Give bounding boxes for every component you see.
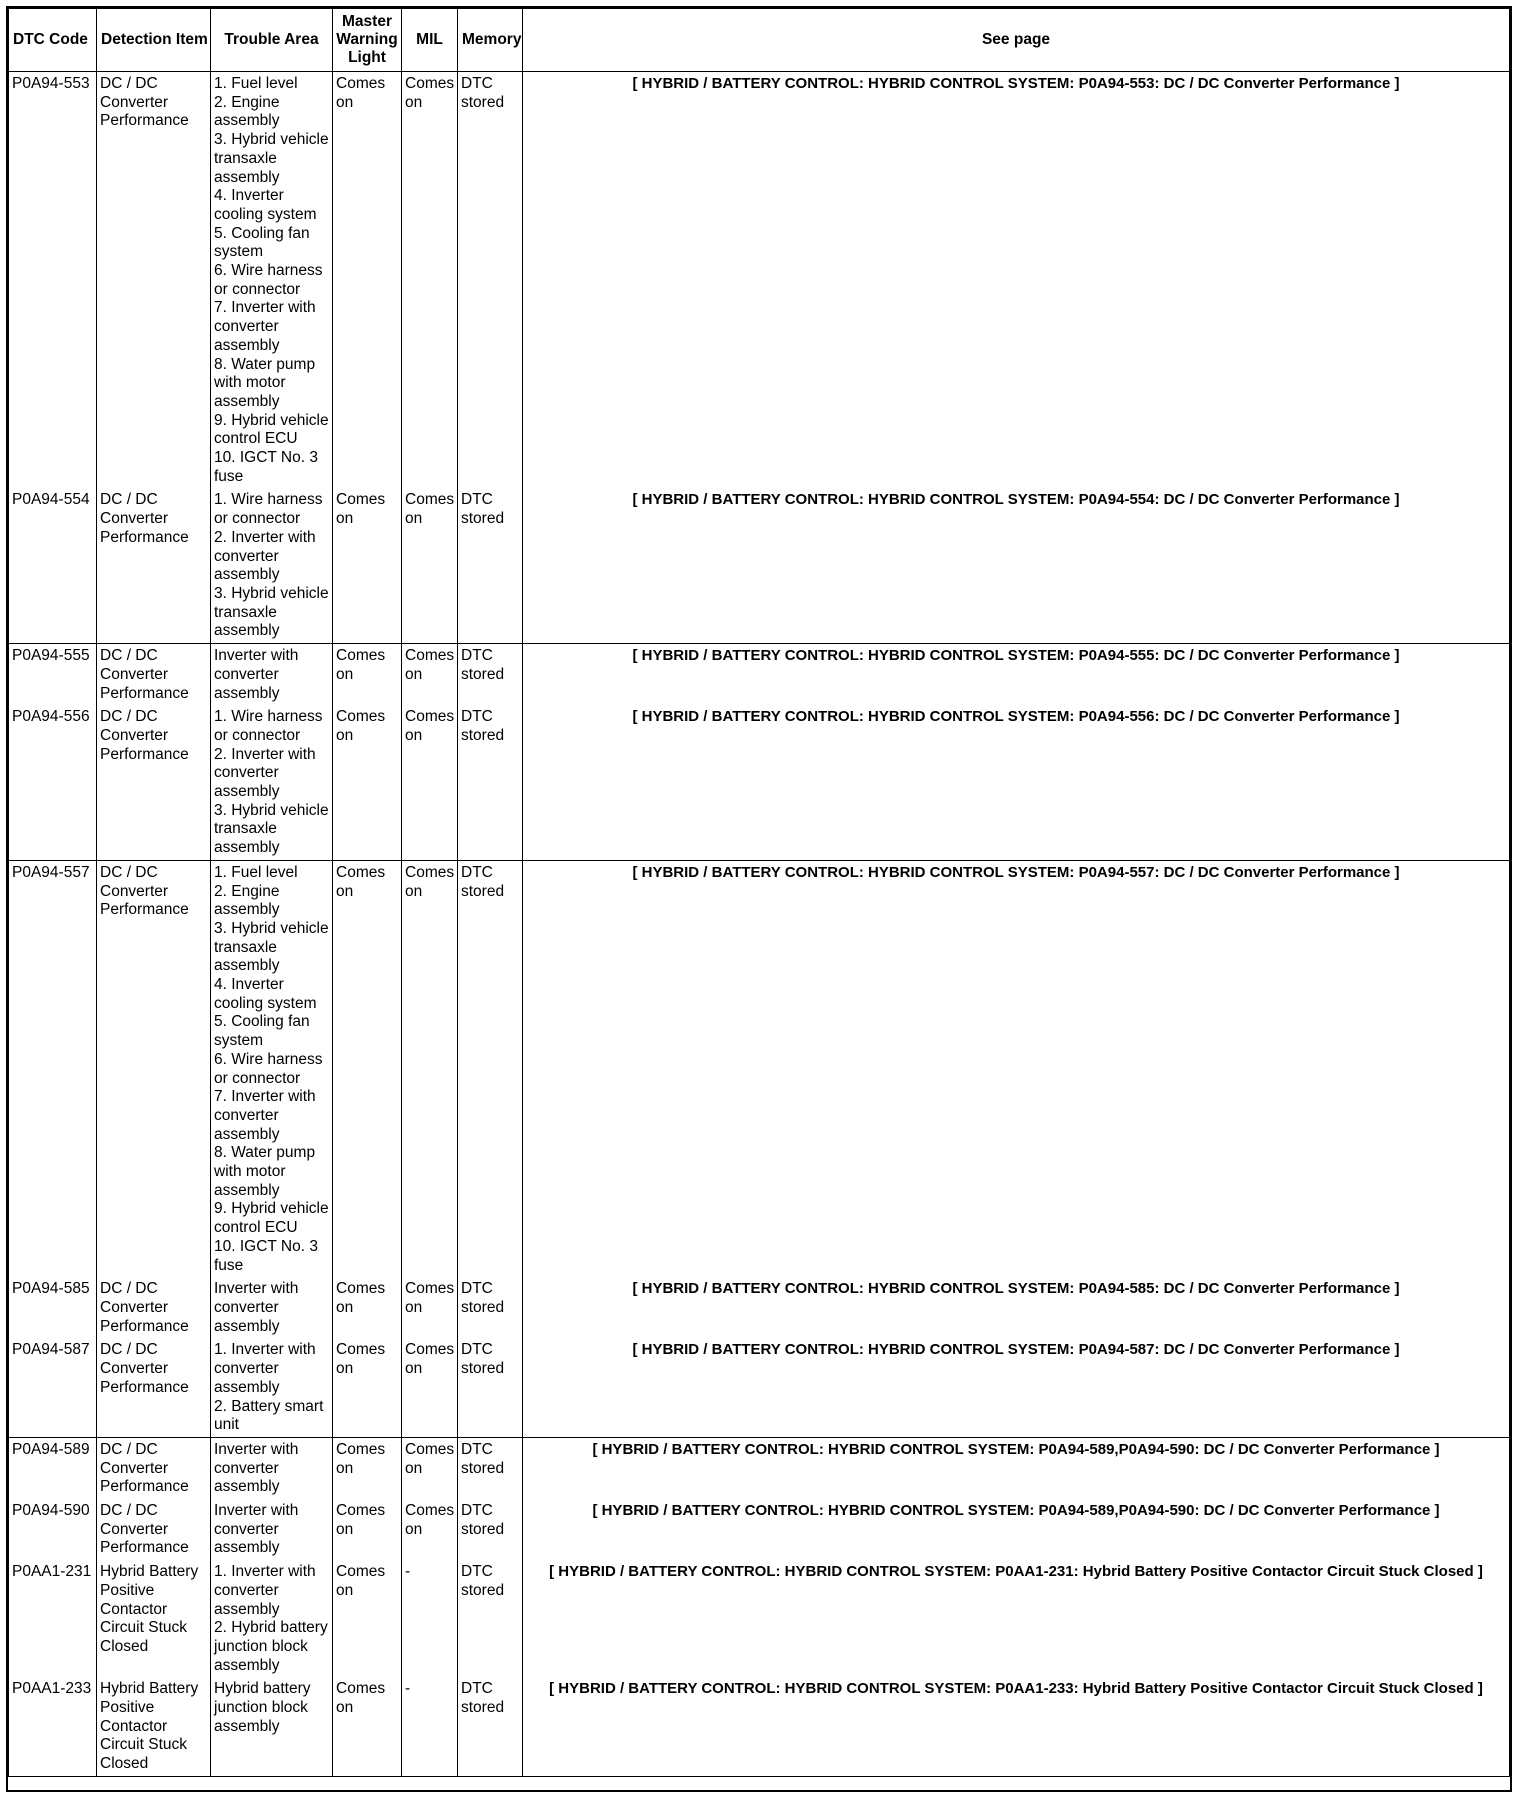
table-body: [9, 72, 1510, 1777]
see-page-link[interactable]: [ HYBRID / BATTERY CONTROL: HYBRID CONTROL SYSTEM: P0A94-555: DC / DC Converter Performance ]: [523, 644, 1510, 706]
table-row: [9, 1338, 1510, 1437]
trouble-area-item: 10. IGCT No. 3 fuse: [214, 449, 318, 485]
cell-memory: DTC stored: [458, 1560, 523, 1677]
trouble-area-item: Inverter with converter assembly: [214, 647, 299, 702]
trouble-area-item: Inverter with converter assembly: [214, 1502, 299, 1557]
trouble-area-item: Hybrid battery junction block assembly: [214, 1680, 311, 1735]
trouble-area-item: 5. Cooling fan system: [214, 224, 310, 261]
trouble-area-item: 9. Hybrid vehicle control ECU: [214, 1200, 329, 1237]
cell-trouble-area: [211, 1437, 333, 1499]
cell-memory: DTC stored: [458, 488, 523, 643]
table-row: [9, 1277, 1510, 1338]
see-page-link[interactable]: [ HYBRID / BATTERY CONTROL: HYBRID CONTROL SYSTEM: P0A94-554: DC / DC Converter Performance ]: [523, 488, 1510, 643]
table-row: [9, 1437, 1510, 1499]
cell-memory: DTC stored: [458, 1499, 523, 1560]
table-row: [9, 1560, 1510, 1677]
cell-dtc-code: P0A94-585: [9, 1277, 97, 1338]
cell-mil: Comes on: [402, 1437, 458, 1499]
cell-dtc-code: P0A94-587: [9, 1338, 97, 1437]
cell-memory: DTC stored: [458, 72, 523, 489]
cell-mil: Comes on: [402, 644, 458, 706]
trouble-area-item: 2. Engine assembly: [214, 93, 280, 130]
trouble-area-item: 2. Battery smart unit: [214, 1397, 324, 1434]
cell-dtc-code: P0A94-553: [9, 72, 97, 489]
trouble-area-item: 4. Inverter cooling system: [214, 187, 317, 223]
see-page-link[interactable]: [ HYBRID / BATTERY CONTROL: HYBRID CONTROL SYSTEM: P0AA1-233: Hybrid Battery Positive Contactor Circuit Stuck Closed ]: [523, 1677, 1510, 1776]
dtc-table: [8, 8, 1510, 1777]
trouble-area-item: 1. Fuel level: [214, 863, 298, 881]
cell-dtc-code: P0AA1-231: [9, 1560, 97, 1677]
table-row: [9, 1677, 1510, 1776]
cell-master-warning-light: Comes on: [333, 1677, 402, 1776]
cell-trouble-area: [211, 488, 333, 643]
cell-detection-item: Hybrid Battery Positive Contactor Circuit Stuck Closed: [97, 1677, 211, 1776]
cell-detection-item: DC / DC Converter Performance: [97, 1499, 211, 1560]
trouble-area-item: 2. Inverter with converter assembly: [214, 745, 316, 801]
trouble-area-item: 6. Wire harness or connector: [214, 1050, 323, 1087]
table-row: [9, 72, 1510, 489]
trouble-area-item: Inverter with converter assembly: [214, 1440, 299, 1496]
cell-master-warning-light: Comes on: [333, 644, 402, 706]
trouble-area-item: 7. Inverter with converter assembly: [214, 299, 316, 354]
see-page-link[interactable]: [ HYBRID / BATTERY CONTROL: HYBRID CONTROL SYSTEM: P0A94-589,P0A94-590: DC / DC Converter Performance ]: [523, 1437, 1510, 1499]
header-see-page: See page: [523, 9, 1510, 72]
trouble-area-item: 8. Water pump with motor assembly: [214, 355, 316, 410]
cell-master-warning-light: Comes on: [333, 1499, 402, 1560]
dtc-table-document: [6, 6, 1512, 1792]
see-page-link[interactable]: [ HYBRID / BATTERY CONTROL: HYBRID CONTROL SYSTEM: P0A94-589,P0A94-590: DC / DC Converter Performance ]: [523, 1499, 1510, 1560]
trouble-area-item: 4. Inverter cooling system: [214, 976, 317, 1012]
cell-master-warning-light: Comes on: [333, 1338, 402, 1437]
trouble-area-item: Inverter with converter assembly: [214, 1280, 299, 1335]
cell-trouble-area: [211, 1338, 333, 1437]
table-row: [9, 488, 1510, 643]
table-row: [9, 860, 1510, 1277]
trouble-area-item: 1. Fuel level: [214, 75, 298, 92]
table-row: [9, 644, 1510, 706]
header-trouble-area: Trouble Area: [211, 9, 333, 72]
cell-memory: DTC stored: [458, 1277, 523, 1338]
cell-dtc-code: P0A94-555: [9, 644, 97, 706]
header-memory: Memory: [458, 9, 523, 72]
header-dtc-code: DTC Code: [9, 9, 97, 72]
cell-trouble-area: [211, 1677, 333, 1776]
cell-dtc-code: P0AA1-233: [9, 1677, 97, 1776]
cell-trouble-area: [211, 705, 333, 860]
cell-trouble-area: [211, 72, 333, 489]
cell-mil: Comes on: [402, 72, 458, 489]
trouble-area-item: 1. Wire harness or connector: [214, 491, 323, 528]
cell-master-warning-light: Comes on: [333, 1437, 402, 1499]
cell-trouble-area: [211, 644, 333, 706]
cell-detection-item: DC / DC Converter Performance: [97, 1338, 211, 1437]
see-page-link[interactable]: [ HYBRID / BATTERY CONTROL: HYBRID CONTROL SYSTEM: P0A94-556: DC / DC Converter Performance ]: [523, 705, 1510, 860]
trouble-area-item: 2. Hybrid battery junction block assembly: [214, 1619, 328, 1674]
trouble-area-item: 2. Inverter with converter assembly: [214, 528, 316, 584]
cell-dtc-code: P0A94-554: [9, 488, 97, 643]
cell-master-warning-light: Comes on: [333, 488, 402, 643]
cell-trouble-area: [211, 1499, 333, 1560]
trouble-area-item: 3. Hybrid vehicle transaxle assembly: [214, 584, 329, 640]
cell-mil: -: [402, 1560, 458, 1677]
cell-mil: Comes on: [402, 1338, 458, 1437]
trouble-area-item: 7. Inverter with converter assembly: [214, 1088, 316, 1143]
cell-mil: Comes on: [402, 860, 458, 1277]
see-page-link[interactable]: [ HYBRID / BATTERY CONTROL: HYBRID CONTROL SYSTEM: P0A94-557: DC / DC Converter Performance ]: [523, 860, 1510, 1277]
cell-mil: Comes on: [402, 1499, 458, 1560]
trouble-area-item: 8. Water pump with motor assembly: [214, 1144, 316, 1199]
cell-detection-item: DC / DC Converter Performance: [97, 72, 211, 489]
cell-mil: Comes on: [402, 488, 458, 643]
cell-detection-item: DC / DC Converter Performance: [97, 1277, 211, 1338]
header-master-warning-light: Master Warning Light: [333, 9, 402, 72]
trouble-area-item: 3. Hybrid vehicle transaxle assembly: [214, 801, 329, 857]
cell-memory: DTC stored: [458, 644, 523, 706]
cell-master-warning-light: Comes on: [333, 72, 402, 489]
cell-detection-item: DC / DC Converter Performance: [97, 1437, 211, 1499]
cell-detection-item: DC / DC Converter Performance: [97, 705, 211, 860]
cell-memory: DTC stored: [458, 705, 523, 860]
cell-detection-item: DC / DC Converter Performance: [97, 860, 211, 1277]
cell-mil: Comes on: [402, 1277, 458, 1338]
cell-trouble-area: [211, 1560, 333, 1677]
cell-trouble-area: [211, 1277, 333, 1338]
cell-dtc-code: P0A94-557: [9, 860, 97, 1277]
cell-master-warning-light: Comes on: [333, 860, 402, 1277]
table-header-row: [9, 9, 1510, 72]
table-row: [9, 705, 1510, 860]
trouble-area-item: 2. Engine assembly: [214, 882, 280, 919]
cell-memory: DTC stored: [458, 860, 523, 1277]
cell-memory: DTC stored: [458, 1437, 523, 1499]
trouble-area-item: 3. Hybrid vehicle transaxle assembly: [214, 919, 329, 975]
cell-master-warning-light: Comes on: [333, 705, 402, 860]
cell-trouble-area: [211, 860, 333, 1277]
see-page-link[interactable]: [ HYBRID / BATTERY CONTROL: HYBRID CONTROL SYSTEM: P0A94-553: DC / DC Converter Performance ]: [523, 72, 1510, 489]
see-page-link[interactable]: [ HYBRID / BATTERY CONTROL: HYBRID CONTROL SYSTEM: P0A94-585: DC / DC Converter Performance ]: [523, 1277, 1510, 1338]
cell-mil: Comes on: [402, 705, 458, 860]
trouble-area-item: 1. Wire harness or connector: [214, 708, 323, 744]
table-row: [9, 1499, 1510, 1560]
trouble-area-item: 5. Cooling fan system: [214, 1013, 310, 1050]
cell-detection-item: DC / DC Converter Performance: [97, 644, 211, 706]
cell-memory: DTC stored: [458, 1677, 523, 1776]
cell-dtc-code: P0A94-590: [9, 1499, 97, 1560]
see-page-link[interactable]: [ HYBRID / BATTERY CONTROL: HYBRID CONTROL SYSTEM: P0AA1-231: Hybrid Battery Positive Contactor Circuit Stuck Closed ]: [523, 1560, 1510, 1677]
header-mil: MIL: [402, 9, 458, 72]
trouble-area-item: 9. Hybrid vehicle control ECU: [214, 411, 329, 448]
cell-master-warning-light: Comes on: [333, 1277, 402, 1338]
trouble-area-item: 1. Inverter with converter assembly: [214, 1563, 316, 1618]
cell-dtc-code: P0A94-556: [9, 705, 97, 860]
see-page-link[interactable]: [ HYBRID / BATTERY CONTROL: HYBRID CONTROL SYSTEM: P0A94-587: DC / DC Converter Performance ]: [523, 1338, 1510, 1437]
header-detection-item: Detection Item: [97, 9, 211, 72]
cell-detection-item: Hybrid Battery Positive Contactor Circuit Stuck Closed: [97, 1560, 211, 1677]
cell-detection-item: DC / DC Converter Performance: [97, 488, 211, 643]
trouble-area-item: 6. Wire harness or connector: [214, 262, 323, 298]
trouble-area-item: 1. Inverter with converter assembly: [214, 1341, 316, 1396]
cell-memory: DTC stored: [458, 1338, 523, 1437]
trouble-area-item: 10. IGCT No. 3 fuse: [214, 1237, 318, 1274]
trouble-area-item: 3. Hybrid vehicle transaxle assembly: [214, 131, 329, 186]
cell-mil: -: [402, 1677, 458, 1776]
cell-dtc-code: P0A94-589: [9, 1437, 97, 1499]
cell-master-warning-light: Comes on: [333, 1560, 402, 1677]
